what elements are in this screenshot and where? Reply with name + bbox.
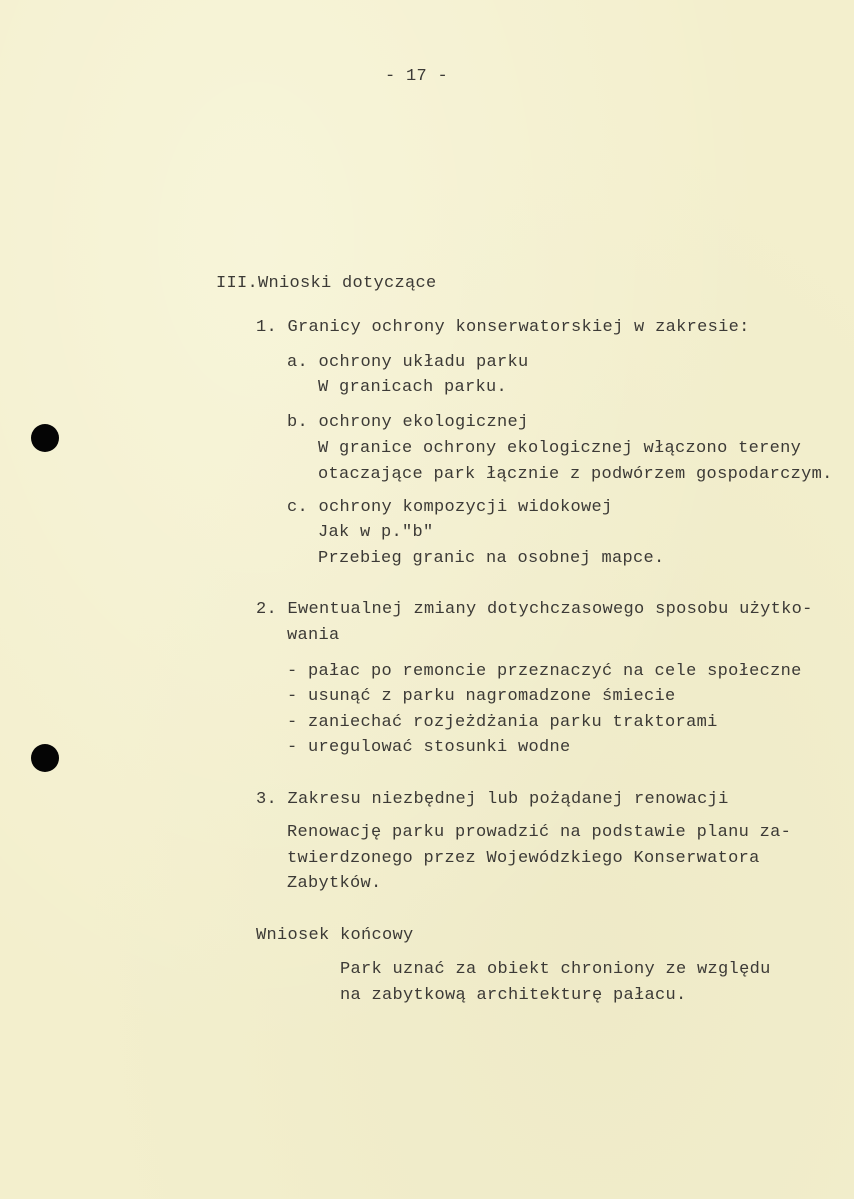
item1-c-text-1: Jak w p."b" (318, 523, 434, 542)
item3-text-1: Renowację parku prowadzić na podstawie planu za- (287, 823, 792, 842)
item1-a-title: a. ochrony układu parku (287, 353, 529, 372)
item2-bullet: - usunąć z parku nagromadzone śmiecie (287, 687, 676, 706)
item1-b-text-1: W granice ochrony ekologicznej włączono tereny (318, 439, 802, 458)
item3-title: 3. Zakresu niezbędnej lub pożądanej renowacji (256, 790, 729, 809)
item1-b-title: b. ochrony ekologicznej (287, 413, 529, 432)
section-heading: III.Wnioski dotyczące (216, 274, 437, 293)
item1-a-text: W granicach parku. (318, 378, 508, 397)
conclusion-text-2: na zabytkową architekturę pałacu. (340, 986, 687, 1005)
punch-hole-bottom (31, 744, 59, 772)
item1-c-title: c. ochrony kompozycji widokowej (287, 498, 613, 517)
conclusion-text-1: Park uznać za obiekt chroniony ze względu (340, 960, 771, 979)
item3-text-3: Zabytków. (287, 874, 382, 893)
item3-text-2: twierdzonego przez Wojewódzkiego Konserwatora (287, 849, 760, 868)
item2-title-1: 2. Ewentualnej zmiany dotychczasowego sposobu użytko- (256, 600, 813, 619)
item1-c-text-2: Przebieg granic na osobnej mapce. (318, 549, 665, 568)
conclusion-title: Wniosek końcowy (256, 926, 414, 945)
item2-title-2: wania (287, 626, 340, 645)
item2-bullet: - zaniechać rozjeżdżania parku traktorami (287, 713, 718, 732)
punch-hole-top (31, 424, 59, 452)
item1-b-text-2: otaczające park łącznie z podwórzem gospodarczym. (318, 465, 833, 484)
item2-bullet: - pałac po remoncie przeznaczyć na cele społeczne (287, 662, 802, 681)
item2-bullet: - uregulować stosunki wodne (287, 738, 571, 757)
item1-title: 1. Granicy ochrony konserwatorskiej w zakresie: (256, 318, 750, 337)
page-number: - 17 - (385, 67, 449, 86)
